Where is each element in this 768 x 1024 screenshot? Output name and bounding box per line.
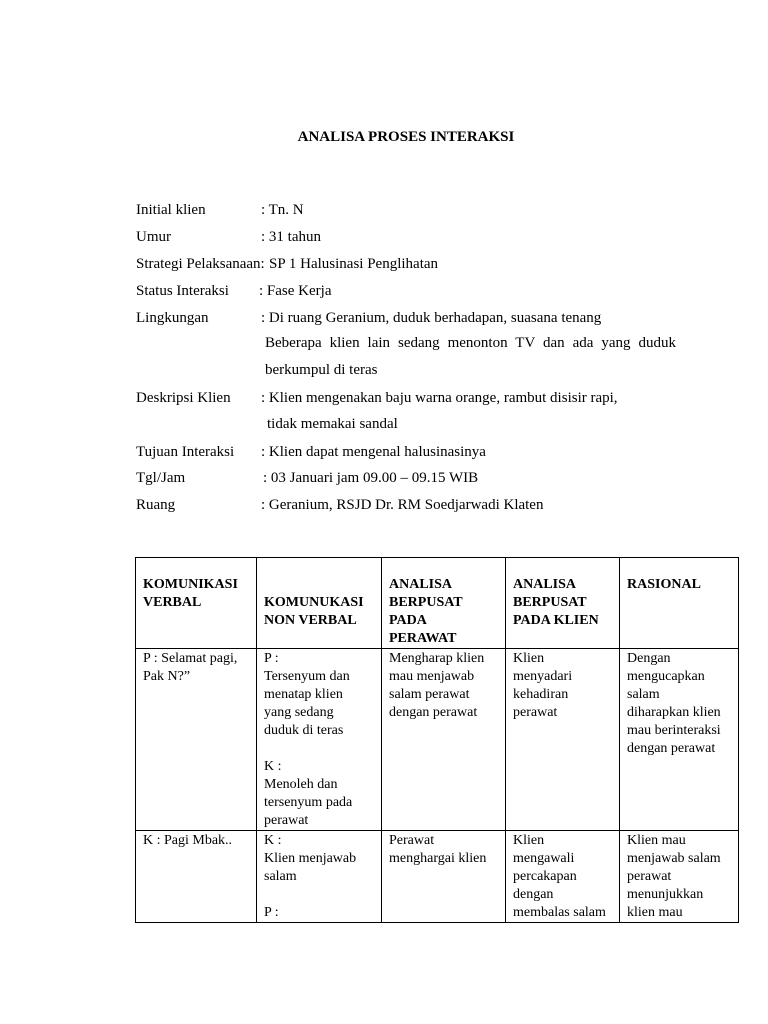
header-text: KOMUNUKASI (264, 595, 364, 610)
cell-line: Tersenyum dan (264, 669, 350, 684)
cell-line: P : (264, 905, 279, 920)
header-text: BERPUSAT (513, 595, 587, 610)
cell-line: perawat (627, 869, 672, 884)
info-value: : Tn. N (261, 202, 304, 218)
info-value: : Fase Kerja (259, 283, 332, 299)
cell-line: salam perawat (389, 687, 470, 702)
cell-rasional (620, 649, 739, 831)
cell-analisa-perawat (382, 831, 506, 923)
info-row-lingkungan (136, 309, 602, 328)
cell-line: perawat (264, 813, 309, 828)
cell-line: K : (264, 833, 282, 848)
info-value: SP 1 Halusinasi Penglihatan (269, 256, 439, 272)
cell-line: dengan (513, 887, 554, 902)
interaction-table (135, 557, 739, 923)
cell-line: duduk di teras (264, 723, 344, 738)
cell-line: tersenyum pada (264, 795, 353, 810)
cell-line: mengawali (513, 851, 575, 866)
cell-line: dengan perawat (389, 705, 478, 720)
header-nonverbal (257, 558, 382, 649)
cell-line: Klien (513, 651, 545, 666)
info-label: Deskripsi Klien (136, 390, 231, 406)
cell-line: kehadiran (513, 687, 569, 702)
header-text: PADA (389, 613, 427, 628)
cell-line: Klien (513, 833, 545, 848)
cell-line: salam (264, 869, 297, 884)
cell-analisa-perawat (382, 649, 506, 831)
cell-line: yang sedang (264, 705, 334, 720)
cell-line: mengucapkan (627, 669, 705, 684)
cell-line: K : (264, 759, 282, 774)
info-continuation: tidak memakai sandal (267, 416, 398, 432)
info-value: : 31 tahun (261, 229, 321, 245)
cell-line: menjawab salam (627, 851, 721, 866)
header-text: ANALISA (389, 577, 453, 592)
header-text: NON VERBAL (264, 613, 357, 628)
info-label: Umur (136, 229, 171, 245)
cell-line: Klien mau (627, 833, 686, 848)
cell-nonverbal (257, 649, 382, 831)
cell-line: P : (264, 651, 279, 666)
header-text: ANALISA (513, 577, 577, 592)
cell-line: Menoleh dan (264, 777, 338, 792)
info-label: Status Interaksi (136, 283, 229, 299)
cell-line: K : Pagi Mbak.. (143, 833, 233, 848)
cell-line: dengan perawat (627, 741, 716, 756)
header-text: PADA KLIEN (513, 613, 599, 628)
cell-nonverbal (257, 831, 382, 923)
cell-line: mau menjawab (389, 669, 475, 684)
cell-line: menatap klien (264, 687, 343, 702)
cell-line: Dengan (627, 651, 671, 666)
cell-line: membalas salam (513, 905, 606, 920)
cell-verbal (136, 649, 257, 831)
info-label: Tgl/Jam (136, 470, 186, 486)
info-value: : Klien dapat mengenal halusinasinya (261, 444, 486, 460)
info-row-tujuan (136, 443, 486, 462)
header-text: RASIONAL (627, 577, 701, 592)
header-analisa-klien (506, 558, 620, 649)
header-verbal (136, 558, 257, 649)
header-analisa-perawat (382, 558, 506, 649)
info-row-strategi (136, 255, 439, 274)
info-value: : Di ruang Geranium, duduk berhadapan, suasana tenang (261, 310, 602, 326)
info-label: Tujuan Interaksi (136, 444, 235, 460)
header-text: BERPUSAT (389, 595, 463, 610)
info-value: : Klien mengenakan baju warna orange, rambut disisir rapi, (261, 390, 618, 406)
cell-line: P : Selamat pagi, (143, 651, 238, 666)
cell-line: menyadari (513, 669, 573, 684)
info-value: : 03 Januari jam 09.00 – 09.15 WIB (263, 470, 479, 486)
info-continuation: Beberapa klien lain sedang menonton TV dan ada yang duduk (265, 335, 676, 351)
cell-line: diharapkan klien (627, 705, 721, 720)
info-row-deskripsi (136, 389, 618, 408)
info-label: Initial klien (136, 202, 206, 218)
cell-line: Mengharap klien (389, 651, 485, 666)
cell-analisa-klien (506, 649, 620, 831)
cell-analisa-klien (506, 831, 620, 923)
cell-line: Perawat (389, 833, 435, 848)
info-label: Lingkungan (136, 310, 209, 326)
info-label: Ruang (136, 497, 176, 513)
table-row (136, 649, 739, 831)
info-row-tgl (136, 469, 479, 488)
cell-verbal (136, 831, 257, 923)
cell-line: Pak N?” (143, 669, 191, 684)
info-row-umur (136, 228, 321, 247)
info-row-initial (136, 201, 304, 220)
header-text: VERBAL (143, 595, 202, 610)
cell-line: menghargai klien (389, 851, 487, 866)
cell-rasional (620, 831, 739, 923)
page-title: ANALISA PROSES INTERAKSI (297, 129, 515, 145)
info-label: Strategi Pelaksanaan: (136, 256, 265, 272)
info-continuation: berkumpul di teras (265, 362, 378, 378)
cell-line: Klien menjawab (264, 851, 357, 866)
header-rasional (620, 558, 739, 649)
table-row (136, 831, 739, 923)
cell-line: klien mau (627, 905, 683, 920)
header-text: PERAWAT (389, 631, 457, 646)
info-row-ruang (136, 496, 544, 515)
cell-line: perawat (513, 705, 558, 720)
info-value: : Geranium, RSJD Dr. RM Soedjarwadi Klaten (261, 497, 544, 513)
table-header-row (136, 558, 739, 649)
header-text: KOMUNIKASI (143, 577, 238, 592)
cell-line: salam (627, 687, 660, 702)
info-row-status (136, 282, 332, 301)
cell-line: mau berinteraksi (627, 723, 721, 738)
cell-line: percakapan (513, 869, 577, 884)
cell-line: menunjukkan (627, 887, 704, 902)
